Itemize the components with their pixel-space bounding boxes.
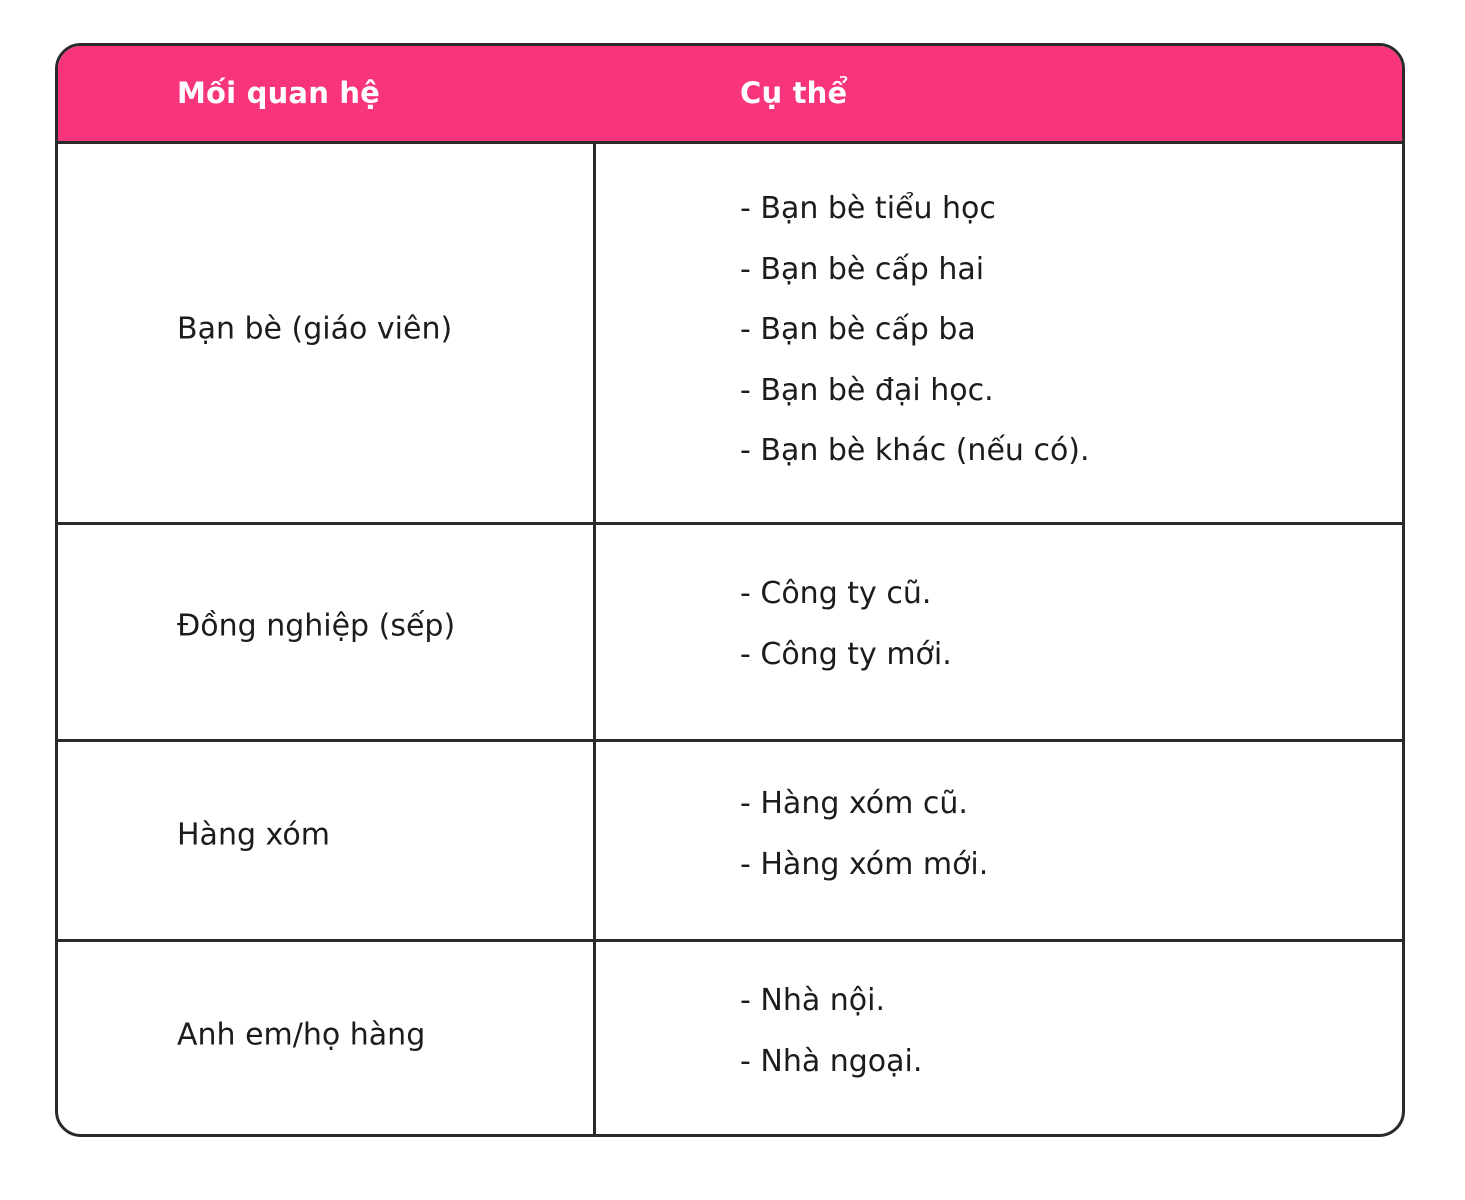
list-item: - Bạn bè cấp ba bbox=[740, 300, 1090, 361]
list-item: - Hàng xóm cũ. bbox=[740, 774, 988, 835]
relationship-label: Hàng xóm bbox=[177, 817, 330, 853]
list-item: - Nhà ngoại. bbox=[740, 1032, 922, 1093]
list-item: - Bạn bè cấp hai bbox=[740, 240, 1090, 301]
table-row bbox=[58, 522, 1402, 739]
list-item: - Công ty cũ. bbox=[740, 564, 952, 625]
list-item: - Nhà nội. bbox=[740, 971, 922, 1032]
list-item: - Công ty mới. bbox=[740, 625, 952, 686]
detail-list bbox=[740, 971, 922, 1092]
relationship-label: Anh em/họ hàng bbox=[177, 1017, 426, 1053]
table-row bbox=[58, 144, 1402, 522]
table-header bbox=[58, 46, 1402, 144]
detail-list bbox=[740, 774, 988, 895]
detail-list bbox=[740, 564, 952, 685]
list-item: - Bạn bè khác (nếu có). bbox=[740, 421, 1090, 482]
list-item: - Bạn bè đại học. bbox=[740, 361, 1090, 422]
list-item: - Bạn bè tiểu học bbox=[740, 179, 1090, 240]
relationship-label: Bạn bè (giáo viên) bbox=[177, 311, 453, 347]
table-row bbox=[58, 739, 1402, 939]
list-item: - Hàng xóm mới. bbox=[740, 835, 988, 896]
relationship-label: Đồng nghiệp (sếp) bbox=[177, 608, 456, 644]
relationship-table bbox=[55, 43, 1405, 1137]
header-details: Cụ thể bbox=[740, 76, 848, 110]
header-relationship: Mối quan hệ bbox=[177, 76, 381, 110]
detail-list bbox=[740, 179, 1090, 482]
table-row bbox=[58, 939, 1402, 1137]
